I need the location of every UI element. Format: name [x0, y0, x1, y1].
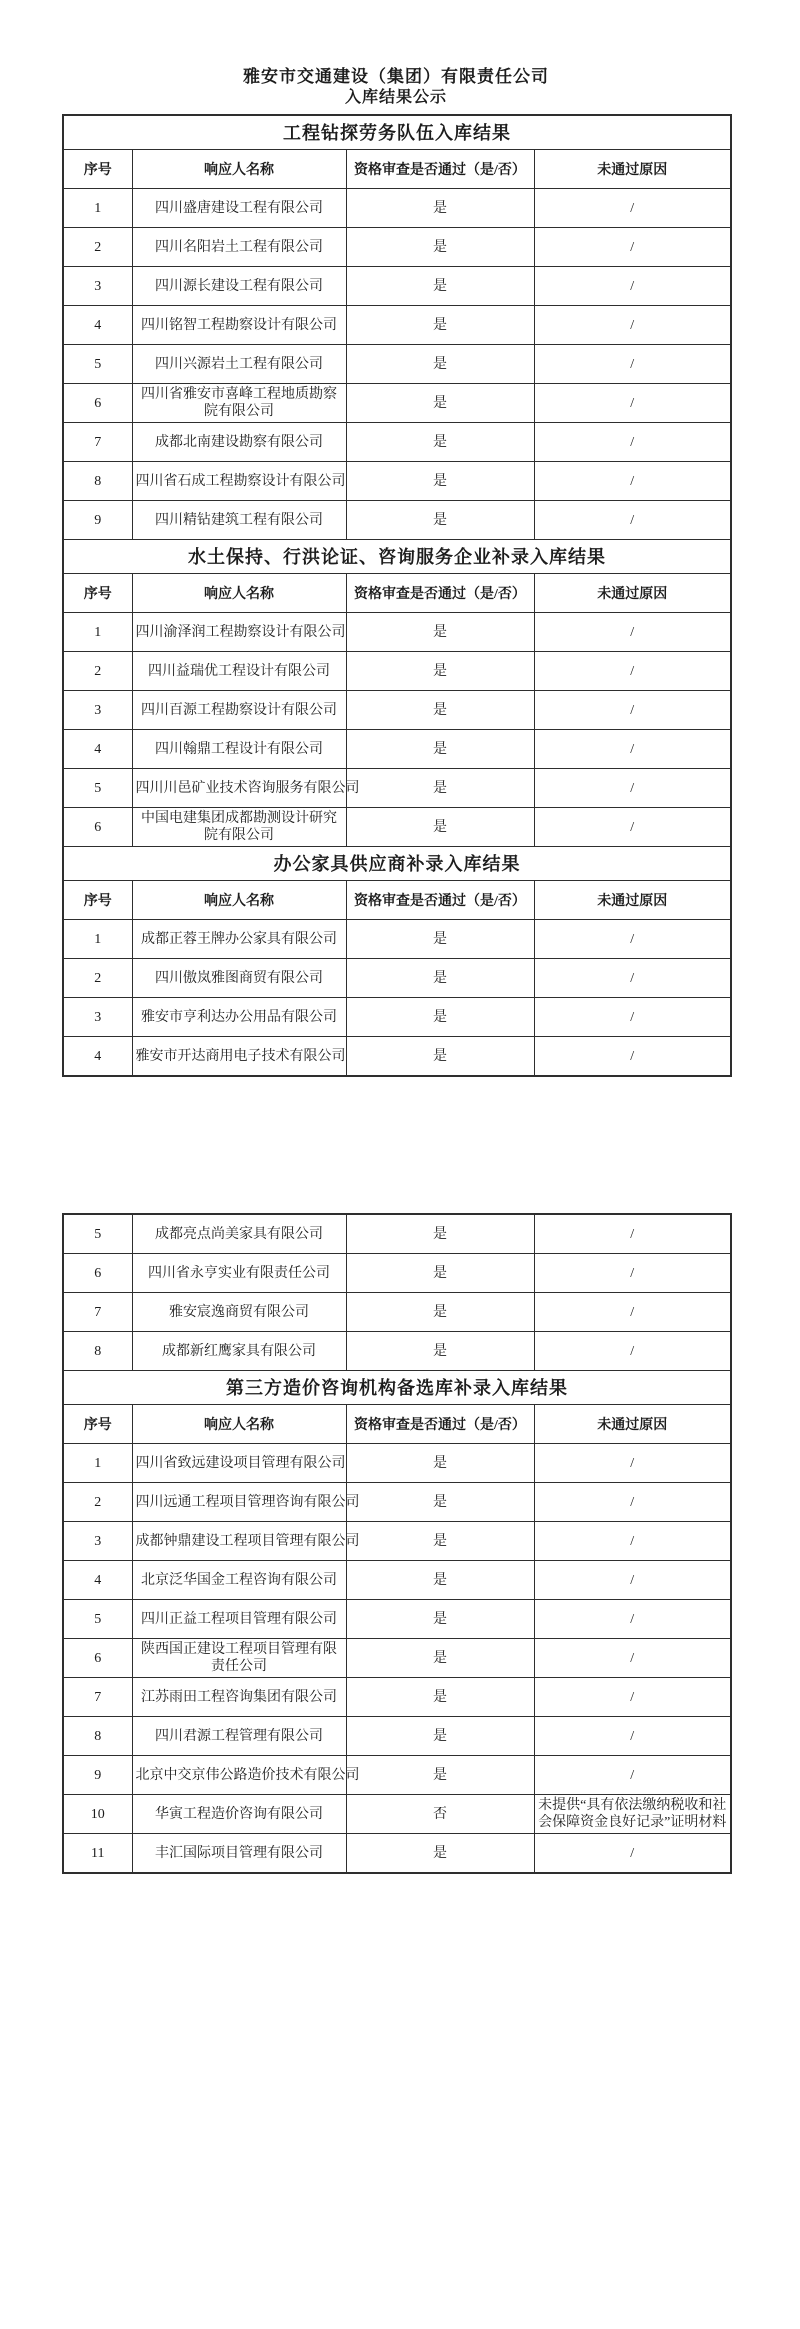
- reason-cell: /: [534, 998, 731, 1037]
- scanned-document: [62, 66, 730, 1874]
- column-header-pass: 资格审查是否通过（是/否）: [346, 881, 534, 920]
- seq-cell: 5: [63, 769, 132, 808]
- section-title-row: [63, 1371, 731, 1405]
- pass-cell: 是: [346, 1214, 534, 1254]
- seq-cell: 2: [63, 959, 132, 998]
- reason-cell: /: [534, 613, 731, 652]
- table-row: [63, 808, 731, 847]
- table-row: [63, 613, 731, 652]
- document-title-line2: 入库结果公示: [344, 89, 447, 106]
- name-cell: 四川名阳岩土工程有限公司: [132, 228, 346, 267]
- table-row: [63, 998, 731, 1037]
- reason-cell: /: [534, 1756, 731, 1795]
- pass-cell: 否: [346, 1795, 534, 1834]
- seq-cell: 6: [63, 1639, 132, 1678]
- pass-cell: 是: [346, 267, 534, 306]
- column-header-seq: 序号: [63, 881, 132, 920]
- name-cell: 四川源长建设工程有限公司: [132, 267, 346, 306]
- pass-cell: 是: [346, 1332, 534, 1371]
- document-title-line1: 雅安市交通建设（集团）有限责任公司: [243, 67, 549, 86]
- reason-cell: /: [534, 1444, 731, 1483]
- pass-cell: 是: [346, 1639, 534, 1678]
- table-row: [63, 1293, 731, 1332]
- table-row: [63, 189, 731, 228]
- section-title: 水土保持、行洪论证、咨询服务企业补录入库结果: [63, 540, 731, 574]
- name-cell: 江苏雨田工程咨询集团有限公司: [132, 1678, 346, 1717]
- name-cell: 四川川邑矿业技术咨询服务有限公司: [132, 769, 346, 808]
- reason-cell: /: [534, 1639, 731, 1678]
- pass-cell: 是: [346, 1444, 534, 1483]
- pass-cell: 是: [346, 998, 534, 1037]
- name-cell: 四川傲岚雅图商贸有限公司: [132, 959, 346, 998]
- reason-cell: /: [534, 808, 731, 847]
- pass-cell: 是: [346, 306, 534, 345]
- table-row: [63, 730, 731, 769]
- section-title-row: [63, 847, 731, 881]
- pass-cell: 是: [346, 730, 534, 769]
- pass-cell: 是: [346, 1483, 534, 1522]
- reason-cell: /: [534, 1332, 731, 1371]
- reason-cell: 未提供“具有依法缴纳税收和社会保障资金良好记录”证明材料: [534, 1795, 731, 1834]
- pass-cell: 是: [346, 1037, 534, 1077]
- pass-cell: 是: [346, 1522, 534, 1561]
- pass-cell: 是: [346, 1293, 534, 1332]
- seq-cell: 1: [63, 920, 132, 959]
- reason-cell: /: [534, 384, 731, 423]
- column-header-row: [63, 574, 731, 613]
- section-title: 办公家具供应商补录入库结果: [63, 847, 731, 881]
- seq-cell: 1: [63, 1444, 132, 1483]
- pass-cell: 是: [346, 959, 534, 998]
- column-header-name: 响应人名称: [132, 1405, 346, 1444]
- pass-cell: 是: [346, 1600, 534, 1639]
- seq-cell: 4: [63, 1561, 132, 1600]
- reason-cell: /: [534, 345, 731, 384]
- name-cell: 四川正益工程项目管理有限公司: [132, 1600, 346, 1639]
- pass-cell: 是: [346, 345, 534, 384]
- reason-cell: /: [534, 769, 731, 808]
- table-row: [63, 1717, 731, 1756]
- column-header-name: 响应人名称: [132, 574, 346, 613]
- pass-cell: 是: [346, 1834, 534, 1874]
- pass-cell: 是: [346, 462, 534, 501]
- table-row: [63, 1037, 731, 1077]
- seq-cell: 9: [63, 1756, 132, 1795]
- reason-cell: /: [534, 1483, 731, 1522]
- document-title: [62, 66, 730, 108]
- seq-cell: 8: [63, 1332, 132, 1371]
- column-header-pass: 资格审查是否通过（是/否）: [346, 150, 534, 189]
- name-cell: 北京中交京伟公路造价技术有限公司: [132, 1756, 346, 1795]
- reason-cell: /: [534, 1561, 731, 1600]
- column-header-reason: 未通过原因: [534, 150, 731, 189]
- seq-cell: 1: [63, 613, 132, 652]
- table-row: [63, 1600, 731, 1639]
- table-row: [63, 462, 731, 501]
- name-cell: 四川省石成工程勘察设计有限公司: [132, 462, 346, 501]
- name-cell: 雅安宸逸商贸有限公司: [132, 1293, 346, 1332]
- reason-cell: /: [534, 501, 731, 540]
- column-header-seq: 序号: [63, 1405, 132, 1444]
- name-cell: 四川盛唐建设工程有限公司: [132, 189, 346, 228]
- column-header-row: [63, 150, 731, 189]
- name-cell: 中国电建集团成都勘测设计研究院有限公司: [132, 808, 346, 847]
- name-cell: 成都亮点尚美家具有限公司: [132, 1214, 346, 1254]
- pass-cell: 是: [346, 423, 534, 462]
- reason-cell: /: [534, 1600, 731, 1639]
- reason-cell: /: [534, 267, 731, 306]
- pass-cell: 是: [346, 1756, 534, 1795]
- column-header-reason: 未通过原因: [534, 574, 731, 613]
- pass-cell: 是: [346, 384, 534, 423]
- table-row: [63, 345, 731, 384]
- pass-cell: 是: [346, 808, 534, 847]
- table-row: [63, 1756, 731, 1795]
- reason-cell: /: [534, 691, 731, 730]
- name-cell: 北京泛华国金工程咨询有限公司: [132, 1561, 346, 1600]
- name-cell: 成都正蓉王牌办公家具有限公司: [132, 920, 346, 959]
- table-row: [63, 1678, 731, 1717]
- seq-cell: 8: [63, 462, 132, 501]
- table-row: [63, 1444, 731, 1483]
- seq-cell: 4: [63, 306, 132, 345]
- table-row: [63, 959, 731, 998]
- results-table-page-1: [62, 114, 732, 1077]
- table-row: [63, 1561, 731, 1600]
- table-row: [63, 1332, 731, 1371]
- seq-cell: 4: [63, 1037, 132, 1077]
- pass-cell: 是: [346, 1717, 534, 1756]
- table-row: [63, 920, 731, 959]
- seq-cell: 7: [63, 1678, 132, 1717]
- column-header-pass: 资格审查是否通过（是/否）: [346, 1405, 534, 1444]
- table-row: [63, 423, 731, 462]
- pass-cell: 是: [346, 769, 534, 808]
- results-table-page-2: [62, 1213, 732, 1874]
- pass-cell: 是: [346, 1561, 534, 1600]
- table-row: [63, 228, 731, 267]
- pass-cell: 是: [346, 1678, 534, 1717]
- page-break-gap: [62, 1077, 730, 1207]
- section-title-row: [63, 540, 731, 574]
- reason-cell: /: [534, 920, 731, 959]
- column-header-reason: 未通过原因: [534, 1405, 731, 1444]
- reason-cell: /: [534, 730, 731, 769]
- seq-cell: 3: [63, 691, 132, 730]
- seq-cell: 5: [63, 345, 132, 384]
- reason-cell: /: [534, 189, 731, 228]
- column-header-name: 响应人名称: [132, 881, 346, 920]
- name-cell: 雅安市亨利达办公用品有限公司: [132, 998, 346, 1037]
- column-header-reason: 未通过原因: [534, 881, 731, 920]
- seq-cell: 9: [63, 501, 132, 540]
- seq-cell: 3: [63, 998, 132, 1037]
- name-cell: 丰汇国际项目管理有限公司: [132, 1834, 346, 1874]
- seq-cell: 5: [63, 1600, 132, 1639]
- pass-cell: 是: [346, 228, 534, 267]
- seq-cell: 7: [63, 1293, 132, 1332]
- reason-cell: /: [534, 1214, 731, 1254]
- name-cell: 四川兴源岩土工程有限公司: [132, 345, 346, 384]
- name-cell: 四川渝泽润工程勘察设计有限公司: [132, 613, 346, 652]
- seq-cell: 8: [63, 1717, 132, 1756]
- seq-cell: 3: [63, 267, 132, 306]
- seq-cell: 10: [63, 1795, 132, 1834]
- table-row: [63, 306, 731, 345]
- pass-cell: 是: [346, 691, 534, 730]
- reason-cell: /: [534, 1254, 731, 1293]
- column-header-name: 响应人名称: [132, 150, 346, 189]
- reason-cell: /: [534, 1678, 731, 1717]
- name-cell: 华寅工程造价咨询有限公司: [132, 1795, 346, 1834]
- name-cell: 四川益瑞优工程设计有限公司: [132, 652, 346, 691]
- reason-cell: /: [534, 423, 731, 462]
- table-row: [63, 1483, 731, 1522]
- reason-cell: /: [534, 1037, 731, 1077]
- column-header-pass: 资格审查是否通过（是/否）: [346, 574, 534, 613]
- column-header-seq: 序号: [63, 574, 132, 613]
- pass-cell: 是: [346, 1254, 534, 1293]
- table-row: [63, 1834, 731, 1874]
- name-cell: 四川翰鼎工程设计有限公司: [132, 730, 346, 769]
- name-cell: 四川精钻建筑工程有限公司: [132, 501, 346, 540]
- seq-cell: 4: [63, 730, 132, 769]
- column-header-row: [63, 1405, 731, 1444]
- pass-cell: 是: [346, 501, 534, 540]
- name-cell: 成都北南建设勘察有限公司: [132, 423, 346, 462]
- name-cell: 四川远通工程项目管理咨询有限公司: [132, 1483, 346, 1522]
- name-cell: 四川百源工程勘察设计有限公司: [132, 691, 346, 730]
- table-row: [63, 267, 731, 306]
- pass-cell: 是: [346, 652, 534, 691]
- section-title-row: [63, 115, 731, 150]
- seq-cell: 2: [63, 228, 132, 267]
- reason-cell: /: [534, 462, 731, 501]
- seq-cell: 11: [63, 1834, 132, 1874]
- seq-cell: 2: [63, 652, 132, 691]
- pass-cell: 是: [346, 189, 534, 228]
- pass-cell: 是: [346, 613, 534, 652]
- seq-cell: 3: [63, 1522, 132, 1561]
- seq-cell: 6: [63, 1254, 132, 1293]
- reason-cell: /: [534, 306, 731, 345]
- reason-cell: /: [534, 1717, 731, 1756]
- seq-cell: 1: [63, 189, 132, 228]
- table-row: [63, 501, 731, 540]
- table-row: [63, 1795, 731, 1834]
- name-cell: 成都钟鼎建设工程项目管理有限公司: [132, 1522, 346, 1561]
- column-header-row: [63, 881, 731, 920]
- name-cell: 四川省致远建设项目管理有限公司: [132, 1444, 346, 1483]
- reason-cell: /: [534, 652, 731, 691]
- table-row: [63, 1522, 731, 1561]
- name-cell: 四川铭智工程勘察设计有限公司: [132, 306, 346, 345]
- reason-cell: /: [534, 1834, 731, 1874]
- column-header-seq: 序号: [63, 150, 132, 189]
- reason-cell: /: [534, 1293, 731, 1332]
- table-row: [63, 1214, 731, 1254]
- name-cell: 四川君源工程管理有限公司: [132, 1717, 346, 1756]
- pass-cell: 是: [346, 920, 534, 959]
- seq-cell: 6: [63, 808, 132, 847]
- name-cell: 成都新红鹰家具有限公司: [132, 1332, 346, 1371]
- seq-cell: 6: [63, 384, 132, 423]
- seq-cell: 7: [63, 423, 132, 462]
- table-row: [63, 652, 731, 691]
- table-row: [63, 769, 731, 808]
- seq-cell: 5: [63, 1214, 132, 1254]
- section-title: 第三方造价咨询机构备选库补录入库结果: [63, 1371, 731, 1405]
- table-row: [63, 1639, 731, 1678]
- name-cell: 四川省雅安市喜峰工程地质勘察院有限公司: [132, 384, 346, 423]
- name-cell: 四川省永亨实业有限责任公司: [132, 1254, 346, 1293]
- table-row: [63, 1254, 731, 1293]
- reason-cell: /: [534, 959, 731, 998]
- table-row: [63, 384, 731, 423]
- name-cell: 陕西国正建设工程项目管理有限责任公司: [132, 1639, 346, 1678]
- name-cell: 雅安市开达商用电子技术有限公司: [132, 1037, 346, 1077]
- seq-cell: 2: [63, 1483, 132, 1522]
- section-title: 工程钻探劳务队伍入库结果: [63, 115, 731, 150]
- reason-cell: /: [534, 228, 731, 267]
- reason-cell: /: [534, 1522, 731, 1561]
- table-row: [63, 691, 731, 730]
